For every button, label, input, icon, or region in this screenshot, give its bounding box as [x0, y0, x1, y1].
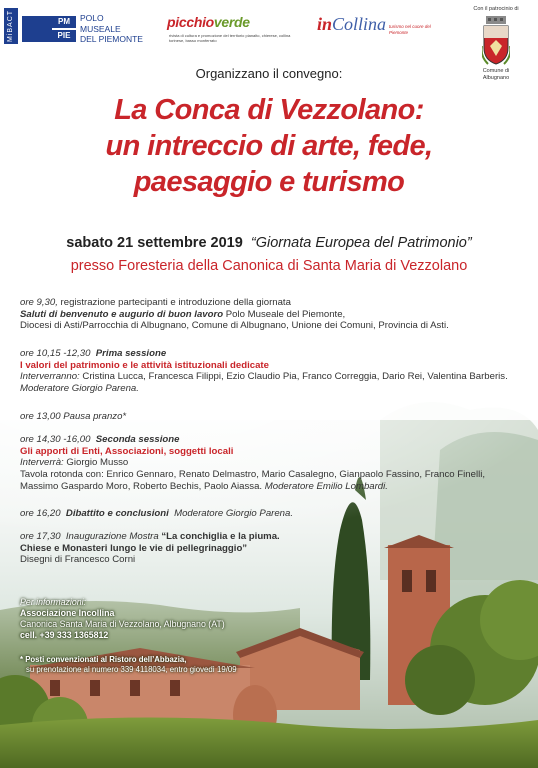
event-date: sabato 21 settembre 2019 “Giornata Europea del Patrimonio” [66, 235, 472, 251]
patrocinio-label: Con il patrocinio di [473, 6, 519, 12]
mibact-logo: MiBACT [4, 8, 18, 44]
picchioverde-logo: picchioverde [167, 14, 250, 30]
program-exhibition: ore 17,30 Inaugurazione Mostra “La conchiglia e la piuma. Chiese e Monasteri lungo le vie di pellegrinaggio” Disegni di Francesco Corni [20, 531, 280, 566]
polo-museale-logo-pm: PM [52, 16, 76, 28]
program-lunch: ore 13,00 Pausa pranzo* [20, 411, 127, 422]
conference-title: La Conca di Vezzolano: un intreccio di arte, fede, paesaggio e turismo [105, 94, 433, 198]
polo-museale-name: POLO MUSEALE DEL PIEMONTE [80, 13, 143, 44]
polo-museale-logo-pie: PIE [52, 29, 76, 42]
program-debate: ore 16,20 Dibattito e conclusioni Moderatore Giorgio Parena. [20, 508, 294, 519]
picchioverde-subtitle: rivista di cultura e promozione del territorio pianalto, chierese, collina torinese, basso monferrato [169, 33, 291, 43]
incollina-logo: inCollina [317, 14, 387, 34]
program-session-opening: ore 9,30, registrazione partecipanti e introduzione della giornata Saluti di benvenuto e augurio di buon lavoro Polo Museale del Piemonte, Diocesi di Asti/Parrocchia di Albugnano, Comune di Albugnano, Unione dei Comuni, Provincia di Asti. [20, 297, 449, 332]
polo-museale-logo-mark [22, 16, 52, 42]
albugnano-coat-of-arms-icon [482, 16, 510, 66]
contact-info: Per informazioni: Associazione Incollina Canonica Santa Maria di Vezzolano, Albugnano (AT) cell. +39 333 1365812 [20, 597, 225, 640]
program-session-2: ore 14,30 -16,00 Seconda sessione Gli apporti di Enti, Associazioni, soggetti locali Interverrà: Giorgio Musso Tavola rotonda con: Enrico Gennaro, Renato Delmastro, Mario Casalegno, Gianpaolo Fassino, Franco Finelli, Massimo Gaspardo Moro, Roberto Bechis, Paolo Aiassa. Moderatore Emilio Lombardi. [20, 434, 486, 492]
lunch-reservation-note: * Posti convenzionati al Ristoro dell’Abbazia, su prenotazione al numero 339 4118034, entro giovedì 19/09 [20, 655, 237, 674]
program-session-1: ore 10,15 -12,30 Prima sessione I valori del patrimonio e le attività istituzionali dedicate Interverranno: Cristina Lucca, Francesca Filippi, Ezio Claudio Pia, Franco Correggia, Dario Rei, Valentina Barberis. Moderatore Giorgio Parena. [20, 348, 508, 395]
event-venue: presso Foresteria della Canonica di Santa Maria di Vezzolano [70, 258, 468, 274]
incollina-subtitle: turismo nel cuore del Piemonte [389, 24, 431, 35]
comune-albugnano-label: Comune di Albugnano [482, 68, 510, 81]
organizzano-intro: Organizzano il convegno: [195, 66, 343, 81]
